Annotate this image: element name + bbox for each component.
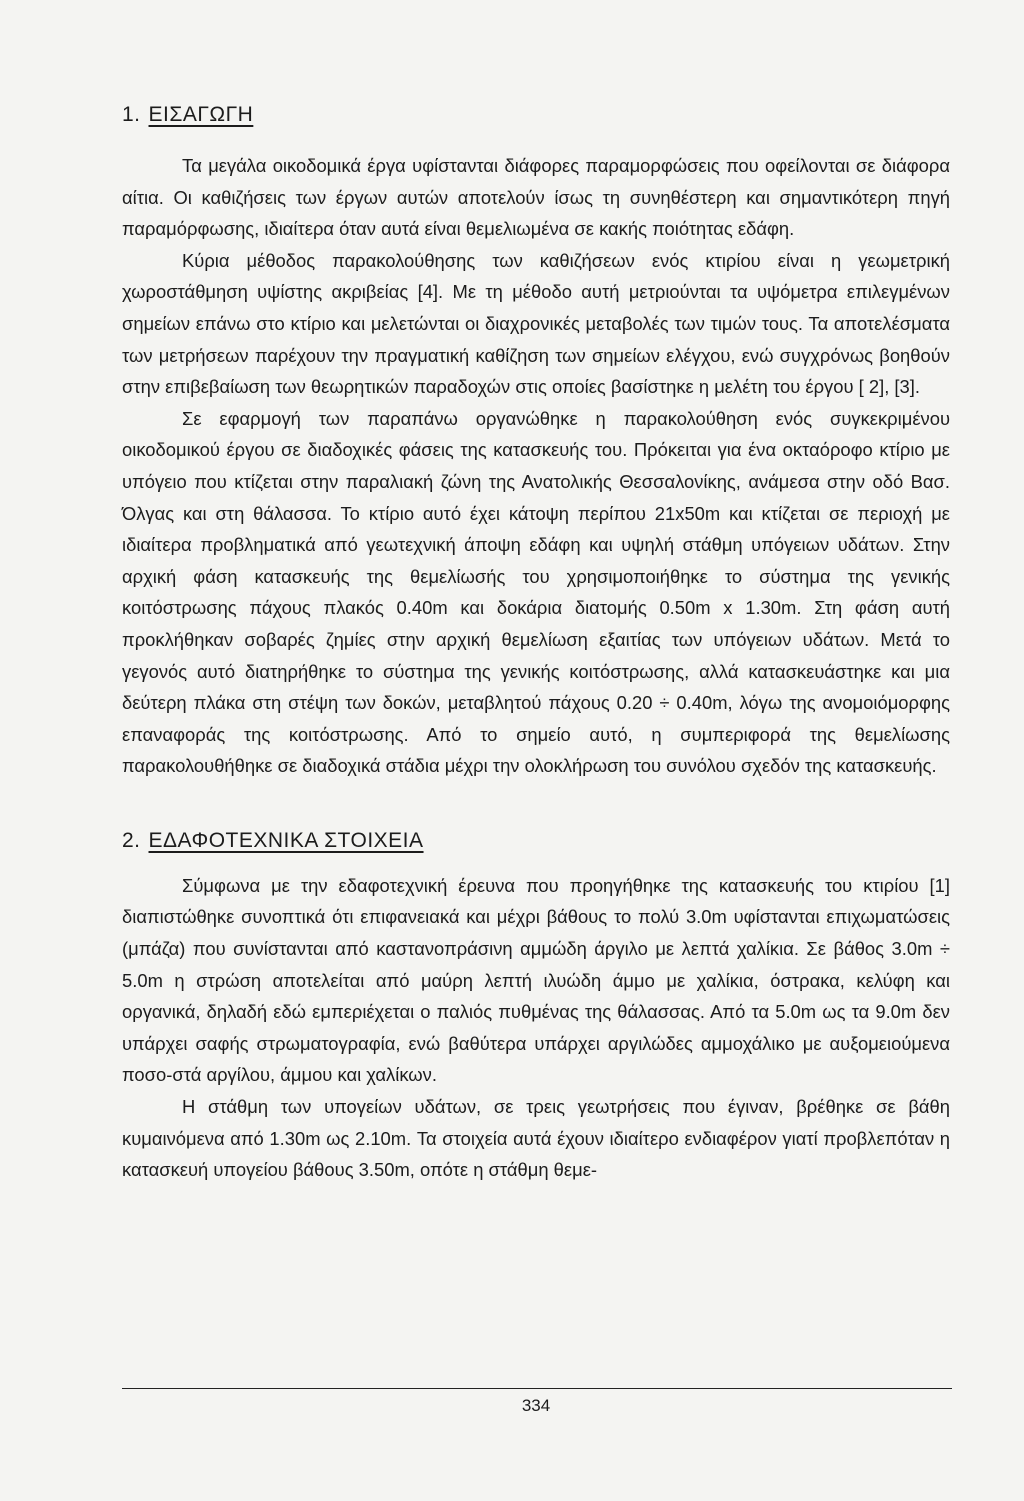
paragraph: Η στάθμη των υπογείων υδάτων, σε τρεις γεωτρήσεις που έγιναν, βρέθηκε σε βάθη κυμαινόμενα από 1.30m ως 2.10m. Τα στοιχεία αυτά έχουν ιδιαίτερο ενδιαφέρον γιατί προβλεπόταν η κατασκευή υπογείου βάθους 3.50m, οπότε η στάθμη θεμε-	[122, 1096, 950, 1181]
page-content	[122, 100, 950, 1186]
paragraph: Σε εφαρμογή των παραπάνω οργανώθηκε η παρακολούθηση ενός συγκεκριμένου οικοδομικού έργου σε διαδοχικές φάσεις της κατασκευής του. Πρόκειται για ένα οκταόροφο κτίριο με υπόγειο που κτίζεται στην παραλιακή ζώνη της Ανατολικής Θεσσαλονίκης, ανάμεσα στην οδό Βασ. Όλγας και στη θάλασσα. Το κτίριο αυτό έχει κάτοψη περίπου 21x50m και κτίζεται σε περιοχή με ιδιαίτερα προβληματικά από γεωτεχνική άποψη εδάφη και υψηλή στάθμη υπόγειων υδάτων. Στην αρχική φάση κατασκευής της θεμελίωσής του χρησιμοποιήθηκε το σύστημα της γενικής κοιτόστρωσης πάχους πλακός 0.40m και δοκάρια διατομής 0.50m x 1.30m. Στη φάση αυτή προκλήθηκαν σοβαρές ζημίες στην αρχική θεμελίωση εξαιτίας των υπόγειων υδάτων. Μετά το γεγονός αυτό διατηρήθηκε το σύστημα της γενικής κοιτόστρωσης, αλλά κατασκευάστηκε και μια δεύτερη πλάκα στη στέψη των δοκών, μεταβλητού πάχους 0.20 ÷ 0.40m, λόγω της ανομοιόμορφης επαναφοράς της κοιτόστρωσης. Από το σημείο αυτό, η συμπεριφορά της θεμελίωσης παρακολουθήθηκε σε διαδοχικά στάδια μέχρι την ολοκλήρωση του συνόλου σχεδόν της κατασκευής.	[122, 407, 950, 777]
section-title: ΕΙΣΑΓΩΓΗ	[148, 103, 254, 126]
section-number: 1.	[122, 103, 141, 126]
section-heading-introduction	[122, 100, 950, 130]
section-number: 2.	[122, 828, 141, 852]
paragraph: Κύρια μέθοδος παρακολούθησης των καθιζήσεων ενός κτιρίου είναι η γεωμετρική χωροστάθμηση υψίστης ακριβείας [4]. Με τη μέθοδο αυτή μετριούνται τα υψόμετρα επιλεγμένων σημείων επάνω στο κτίριο και μελετώνται οι διαχρονικές μεταβολές των τιμών τους. Τα αποτελέσματα των μετρήσεων παρέχουν την πραγματική καθίζηση των σημείων ελέγχου, ενώ συγχρόνως βοηθούν στην επιβεβαίωση των θεωρητικών παραδοχών στις οποίες βασίστηκε η μελέτη του έργου [ 2], [3].	[122, 249, 950, 398]
section-title: ΕΔΑΦΟΤΕΧΝΙΚΑ ΣΤΟΙΧΕΙΑ	[148, 828, 424, 852]
paragraph: Τα μεγάλα οικοδομικά έργα υφίστανται διάφορες παραμορφώσεις που οφείλονται σε διάφορα αίτια. Οι καθιζήσεις των έργων αυτών αποτελούν ίσως τη συνηθέστερη και σημαντικότερη πηγή παραμόρφωσης, ιδιαίτερα όταν αυτά είναι θεμελιωμένα σε κακής ποιότητας εδάφη.	[122, 155, 950, 240]
footer-divider	[122, 1388, 952, 1389]
page-number: 334	[521, 1396, 551, 1415]
paragraph: Σύμφωνα με την εδαφοτεχνική έρευνα που προηγήθηκε της κατασκευής του κτιρίου [1] διαπιστώθηκε συνοπτικά ότι επιφανειακά και μέχρι βάθους το πολύ 3.0m υφίστανται επιχωματώσεις (μπάζα) που συνίστανται από καστανοπράσινη αμμώδη άργιλο με λεπτά χαλίκια. Σε βάθος 3.0m ÷ 5.0m η στρώση αποτελείται από μαύρη λεπτή ιλυώδη άμμο με χαλίκια, όστρακα, κελύφη και οργανικά, δηλαδή εδώ εμπεριέχεται ο παλιός πυθμένας της θάλασσας. Από τα 5.0m ως τα 9.0m δεν υπάρχει σαφής στρωματογραφία, ενώ βαθύτερα υπάρχει αργιλώδες αμμοχάλικο με αυξομειούμενα ποσο-στά αργίλου, άμμου και χαλίκων.	[122, 874, 950, 1086]
section-heading-soil-data	[122, 826, 950, 856]
